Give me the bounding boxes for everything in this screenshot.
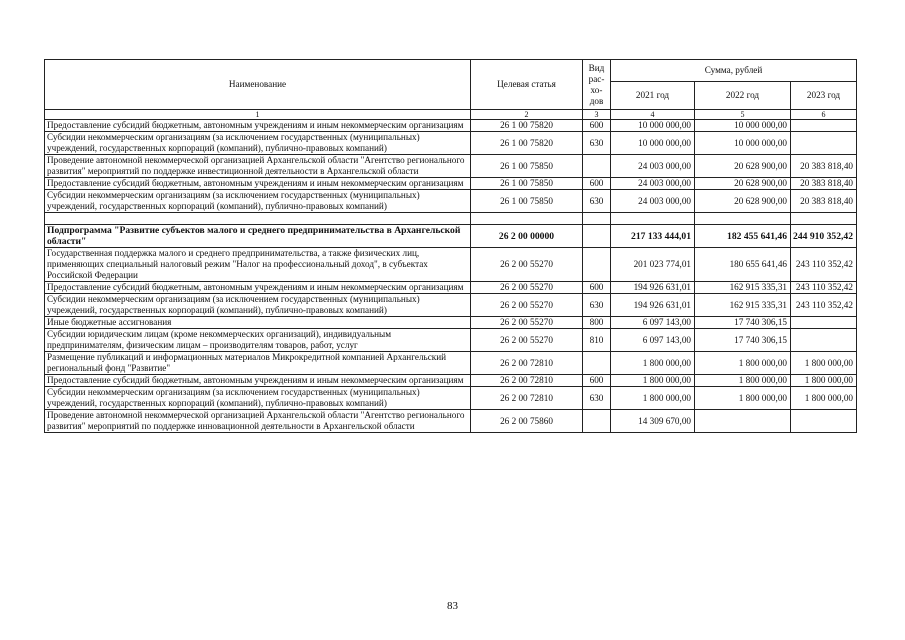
row-target-article: 26 1 00 75850 xyxy=(471,190,583,213)
table-row xyxy=(45,317,857,329)
row-amount-2022: 20 628 900,00 xyxy=(695,155,791,178)
table-row xyxy=(45,294,857,317)
table-row xyxy=(45,410,857,433)
table-row xyxy=(45,387,857,410)
row-name: Субсидии некоммерческим организациям (за исключением государственных (муниципальных) учреждений, государственных корпораций (компаний), публично-правовых компаний) xyxy=(45,190,471,213)
row-amount-2021: 6 097 143,00 xyxy=(611,329,695,352)
column-number: 4 xyxy=(611,110,695,120)
row-amount-2023: 244 910 352,42 xyxy=(791,225,857,248)
table-row xyxy=(45,132,857,155)
row-target-article: 26 1 00 75820 xyxy=(471,120,583,132)
column-number: 6 xyxy=(791,110,857,120)
row-name: Предоставление субсидий бюджетным, автономным учреждениям и иным некоммерческим организациям xyxy=(45,282,471,294)
header-year-2021: 2021 год xyxy=(611,82,695,110)
row-target-article: 26 1 00 75820 xyxy=(471,132,583,155)
row-amount-2022: 20 628 900,00 xyxy=(695,190,791,213)
row-amount-2021: 24 003 000,00 xyxy=(611,178,695,190)
table-row xyxy=(45,213,857,225)
row-name: Предоставление субсидий бюджетным, автономным учреждениям и иным некоммерческим организациям xyxy=(45,120,471,132)
row-target-article: 26 2 00 00000 xyxy=(471,225,583,248)
header-amount: Сумма, рублей xyxy=(611,60,857,82)
row-amount-2021: 10 000 000,00 xyxy=(611,132,695,155)
row-amount-2022: 1 800 000,00 xyxy=(695,375,791,387)
row-amount-2022: 10 000 000,00 xyxy=(695,132,791,155)
row-name: Субсидии юридическим лицам (кроме некоммерческих организаций), индивидуальным предпринимателям, физическим лицам – производителям товаров, работ, услуг xyxy=(45,329,471,352)
row-target-article: 26 2 00 55270 xyxy=(471,248,583,282)
page-number: 83 xyxy=(447,600,458,612)
row-amount-2022 xyxy=(695,213,791,225)
row-expense-type: 810 xyxy=(583,329,611,352)
table-row xyxy=(45,282,857,294)
row-amount-2023: 243 110 352,42 xyxy=(791,248,857,282)
header-expense-type: Вид рас-хо-дов xyxy=(583,60,611,110)
header-year-2022: 2022 год xyxy=(695,82,791,110)
row-amount-2023: 243 110 352,42 xyxy=(791,282,857,294)
row-name: Иные бюджетные ассигнования xyxy=(45,317,471,329)
row-amount-2022: 10 000 000,00 xyxy=(695,120,791,132)
row-amount-2021: 194 926 631,01 xyxy=(611,282,695,294)
row-name: Проведение автономной некоммерческой организацией Архангельской области "Агентство регионального развития" мероприятий по поддержке инновационной деятельности в Архангельской области xyxy=(45,410,471,433)
subprogram-row xyxy=(45,225,857,248)
row-target-article: 26 1 00 75850 xyxy=(471,178,583,190)
table-row xyxy=(45,120,857,132)
row-name: Государственная поддержка малого и среднего предпринимательства, а также физических лиц, применяющих специальный налоговый режим "Налог на профессиональный доход", в субъектах Российской Федерации xyxy=(45,248,471,282)
row-target-article: 26 2 00 75860 xyxy=(471,410,583,433)
row-expense-type: 630 xyxy=(583,190,611,213)
row-target-article: 26 2 00 72810 xyxy=(471,375,583,387)
row-name: Предоставление субсидий бюджетным, автономным учреждениям и иным некоммерческим организациям xyxy=(45,178,471,190)
row-amount-2023: 20 383 818,40 xyxy=(791,155,857,178)
row-amount-2023: 1 800 000,00 xyxy=(791,375,857,387)
row-name: Предоставление субсидий бюджетным, автономным учреждениям и иным некоммерческим организациям xyxy=(45,375,471,387)
column-number-row xyxy=(45,110,857,120)
header-name: Наименование xyxy=(45,60,471,110)
row-amount-2021: 201 023 774,01 xyxy=(611,248,695,282)
row-target-article: 26 2 00 55270 xyxy=(471,317,583,329)
row-expense-type: 600 xyxy=(583,120,611,132)
row-target-article: 26 2 00 72810 xyxy=(471,387,583,410)
budget-table xyxy=(44,59,857,433)
row-name: Размещение публикаций и информационных материалов Микрокредитной компанией Архангельский региональный фонд "Развитие" xyxy=(45,352,471,375)
row-expense-type xyxy=(583,248,611,282)
row-amount-2021: 10 000 000,00 xyxy=(611,120,695,132)
row-name: Субсидии некоммерческим организациям (за исключением государственных (муниципальных) учреждений, государственных корпораций (компаний), публично-правовых компаний) xyxy=(45,132,471,155)
row-expense-type xyxy=(583,213,611,225)
row-expense-type: 600 xyxy=(583,375,611,387)
table-row xyxy=(45,248,857,282)
row-amount-2023 xyxy=(791,329,857,352)
row-expense-type xyxy=(583,410,611,433)
budget-table-page xyxy=(44,59,856,433)
table-row xyxy=(45,375,857,387)
row-amount-2022: 1 800 000,00 xyxy=(695,387,791,410)
row-amount-2021: 24 003 000,00 xyxy=(611,190,695,213)
row-amount-2021: 24 003 000,00 xyxy=(611,155,695,178)
row-expense-type: 600 xyxy=(583,178,611,190)
row-expense-type: 800 xyxy=(583,317,611,329)
row-amount-2021: 1 800 000,00 xyxy=(611,375,695,387)
row-name: Субсидии некоммерческим организациям (за исключением государственных (муниципальных) учреждений, государственных корпораций (компаний), публично-правовых компаний) xyxy=(45,294,471,317)
row-expense-type: 630 xyxy=(583,294,611,317)
row-amount-2023 xyxy=(791,132,857,155)
row-amount-2021: 1 800 000,00 xyxy=(611,352,695,375)
row-expense-type: 630 xyxy=(583,387,611,410)
table-row xyxy=(45,155,857,178)
row-amount-2021 xyxy=(611,213,695,225)
row-amount-2023 xyxy=(791,120,857,132)
row-target-article: 26 2 00 55270 xyxy=(471,282,583,294)
row-target-article: 26 2 00 55270 xyxy=(471,294,583,317)
row-amount-2022: 20 628 900,00 xyxy=(695,178,791,190)
row-amount-2023: 20 383 818,40 xyxy=(791,190,857,213)
row-amount-2021: 217 133 444,01 xyxy=(611,225,695,248)
table-row xyxy=(45,352,857,375)
row-amount-2021: 1 800 000,00 xyxy=(611,387,695,410)
row-expense-type: 600 xyxy=(583,282,611,294)
header-year-2023: 2023 год xyxy=(791,82,857,110)
row-name: Субсидии некоммерческим организациям (за исключением государственных (муниципальных) учреждений, государственных корпораций (компаний), публично-правовых компаний) xyxy=(45,387,471,410)
table-row xyxy=(45,178,857,190)
row-target-article: 26 1 00 75850 xyxy=(471,155,583,178)
row-amount-2021: 14 309 670,00 xyxy=(611,410,695,433)
row-expense-type xyxy=(583,225,611,248)
row-amount-2022: 182 455 641,46 xyxy=(695,225,791,248)
row-amount-2022: 162 915 335,31 xyxy=(695,282,791,294)
header-target-article: Целевая статья xyxy=(471,60,583,110)
row-target-article: 26 2 00 72810 xyxy=(471,352,583,375)
row-amount-2023: 243 110 352,42 xyxy=(791,294,857,317)
row-amount-2023 xyxy=(791,213,857,225)
row-amount-2022 xyxy=(695,410,791,433)
row-target-article: 26 2 00 55270 xyxy=(471,329,583,352)
row-amount-2023 xyxy=(791,317,857,329)
row-name: Проведение автономной некоммерческой организацией Архангельской области "Агентство регионального развития" мероприятий по поддержке инвестиционной деятельности в Архангельской области xyxy=(45,155,471,178)
row-amount-2023: 20 383 818,40 xyxy=(791,178,857,190)
row-amount-2023: 1 800 000,00 xyxy=(791,387,857,410)
row-amount-2021: 6 097 143,00 xyxy=(611,317,695,329)
row-expense-type xyxy=(583,155,611,178)
column-number: 2 xyxy=(471,110,583,120)
column-number: 3 xyxy=(583,110,611,120)
table-row xyxy=(45,190,857,213)
row-name: Подпрограмма "Развитие субъектов малого и среднего предпринимательства в Архангельской области" xyxy=(45,225,471,248)
row-amount-2022: 162 915 335,31 xyxy=(695,294,791,317)
row-amount-2023: 1 800 000,00 xyxy=(791,352,857,375)
row-amount-2022: 180 655 641,46 xyxy=(695,248,791,282)
row-amount-2021: 194 926 631,01 xyxy=(611,294,695,317)
column-number: 5 xyxy=(695,110,791,120)
row-amount-2022: 17 740 306,15 xyxy=(695,329,791,352)
row-expense-type xyxy=(583,352,611,375)
row-target-article xyxy=(471,213,583,225)
column-number: 1 xyxy=(45,110,471,120)
row-amount-2023 xyxy=(791,410,857,433)
row-amount-2022: 1 800 000,00 xyxy=(695,352,791,375)
row-name xyxy=(45,213,471,225)
table-row xyxy=(45,329,857,352)
row-amount-2022: 17 740 306,15 xyxy=(695,317,791,329)
row-expense-type: 630 xyxy=(583,132,611,155)
